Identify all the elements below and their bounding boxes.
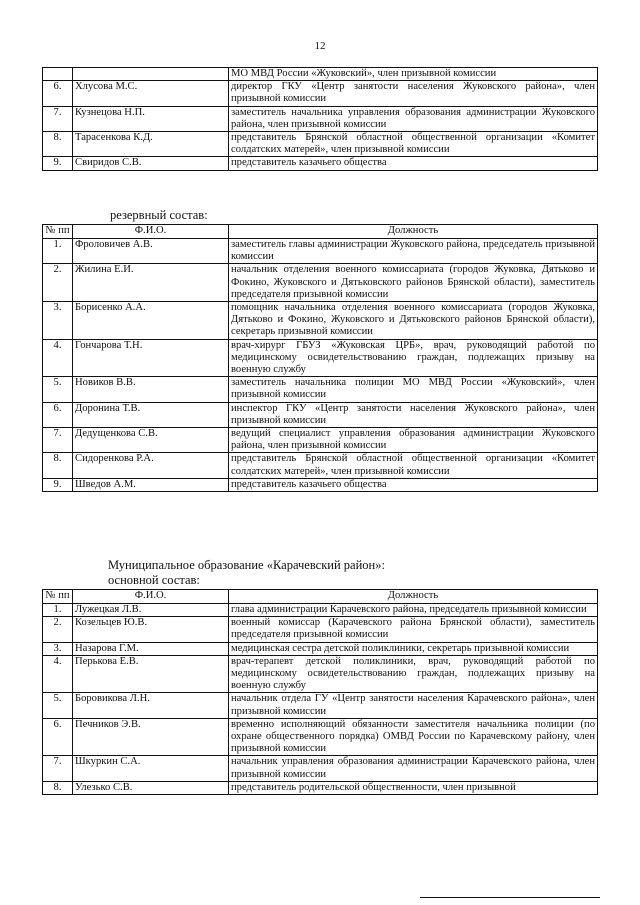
row-position: директор ГКУ «Центр занятости населения Жуковского района», член призывной комиссии	[229, 81, 598, 106]
main-composition-heading: основной состав:	[108, 573, 200, 587]
row-number: 6.	[43, 81, 73, 106]
table-header	[43, 225, 598, 239]
row-number: 2.	[43, 617, 73, 642]
row-position: врач-хирург ГБУЗ «Жуковская ЦРБ», врач, руководящий работой по медицинскому освидетельствованию граждан, подлежащих призыву на военную службу	[229, 339, 598, 377]
row-number: 6.	[43, 402, 73, 427]
table-row	[43, 781, 598, 794]
row-number: 4.	[43, 339, 73, 377]
row-name: Назарова Г.М.	[73, 642, 229, 655]
row-position: заместитель начальника управления образования администрации Жуковского района, член призывной комиссии	[229, 106, 598, 131]
row-name: Сидоренкова Р.А.	[73, 453, 229, 478]
row-position: заместитель главы администрации Жуковского района, председатель призывной комиссии	[229, 239, 598, 264]
commission-table-continued	[42, 67, 598, 171]
header-row	[43, 590, 598, 604]
row-position: представитель Брянской областной общественной организации «Комитет солдатских матерей», член призывной комиссии	[229, 453, 598, 478]
table-row	[43, 132, 598, 157]
row-number: 4.	[43, 655, 73, 693]
row-position: ведущий специалист управления образования администрации Жуковского района, член призывной комиссии	[229, 428, 598, 453]
row-name: Шведов А.М.	[73, 478, 229, 491]
table-row	[43, 264, 598, 302]
table-row	[43, 604, 598, 617]
row-name: Свиридов С.В.	[73, 157, 229, 170]
table-row	[43, 693, 598, 718]
row-position: помощник начальника отделения военного комиссариата (городов Жуковка, Дятьково и Фокино, Жуковского и Дятьковского районов Брянской области), секретарь призывной комиссии	[229, 302, 598, 340]
table-row	[43, 377, 598, 402]
row-name: Жилина Е.И.	[73, 264, 229, 302]
row-number: 6.	[43, 718, 73, 756]
table-row	[43, 478, 598, 491]
table-row	[43, 642, 598, 655]
row-name: Борисенко А.А.	[73, 302, 229, 340]
row-number: 5.	[43, 377, 73, 402]
row-name: Хлусова М.С.	[73, 81, 229, 106]
table-row	[43, 718, 598, 756]
row-number: 7.	[43, 756, 73, 781]
row-name: Лужецкая Л.В.	[73, 604, 229, 617]
row-position: начальник управления образования администрации Карачевского района, член призывной комиссии	[229, 756, 598, 781]
row-number: 8.	[43, 781, 73, 794]
table-row	[43, 428, 598, 453]
table-row	[43, 756, 598, 781]
header-position: Должность	[229, 225, 598, 239]
header-num: № пп	[43, 225, 73, 239]
table-row	[43, 239, 598, 264]
row-position: начальник отдела ГУ «Центр занятости населения Карачевского района», член призывной комиссии	[229, 693, 598, 718]
row-number: 9.	[43, 478, 73, 491]
reserve-table	[42, 224, 598, 492]
row-number: 3.	[43, 642, 73, 655]
row-position: глава администрации Карачевского района, председатель призывной комиссии	[229, 604, 598, 617]
row-name: Дедущенкова С.В.	[73, 428, 229, 453]
row-position: начальник отделения военного комиссариата (городов Жуковка, Дятьково и Фокино, Жуковского и Дятьковского районов Брянской области), заместитель председателя призывной комиссии	[229, 264, 598, 302]
reserve-heading: резервный состав:	[110, 208, 208, 222]
header-name: Ф.И.О.	[73, 225, 229, 239]
table-row	[43, 655, 598, 693]
row-position: представитель казачьего общества	[229, 157, 598, 170]
row-name: Гончарова Т.Н.	[73, 339, 229, 377]
table-row	[43, 81, 598, 106]
municipality-heading: Муниципальное образование «Карачевский район»:	[108, 558, 385, 572]
row-number: 1.	[43, 604, 73, 617]
row-position: инспектор ГКУ «Центр занятости населения Жуковского района», член призывной комиссии	[229, 402, 598, 427]
row-number: 5.	[43, 693, 73, 718]
header-num: № пп	[43, 590, 73, 604]
row-name: Печников Э.В.	[73, 718, 229, 756]
karachev-main-table	[42, 589, 598, 795]
page-number: 12	[314, 40, 326, 52]
header-row	[43, 225, 598, 239]
row-name: Шкуркин С.А.	[73, 756, 229, 781]
row-name: Боровикова Л.Н.	[73, 693, 229, 718]
row-position: представитель Брянской областной общественной организации «Комитет солдатских матерей», член призывной комиссии	[229, 132, 598, 157]
row-number: 7.	[43, 428, 73, 453]
row-position: представитель родительской общественности, член призывной	[229, 781, 598, 794]
row-number: 3.	[43, 302, 73, 340]
table-row	[43, 402, 598, 427]
row-name: Фроловичев А.В.	[73, 239, 229, 264]
table-row	[43, 302, 598, 340]
table-row	[43, 106, 598, 131]
table-row	[43, 617, 598, 642]
row-name: Новиков В.В.	[73, 377, 229, 402]
table-body	[43, 239, 598, 492]
row-number: 1.	[43, 239, 73, 264]
row-number: 7.	[43, 106, 73, 131]
table-header	[43, 590, 598, 604]
row-name: Кузнецова Н.П.	[73, 106, 229, 131]
table-row	[43, 453, 598, 478]
row-position: временно исполняющий обязанности заместителя начальника полиции (по охране общественного порядка) ОМВД России по Карачевскому району, член призывной комиссии	[229, 718, 598, 756]
row-name: Доронина Т.В.	[73, 402, 229, 427]
row-number	[43, 68, 73, 81]
row-name: Улезько С.В.	[73, 781, 229, 794]
row-name: Тарасенкова К.Д.	[73, 132, 229, 157]
table-body	[43, 68, 598, 171]
table-row	[43, 157, 598, 170]
row-name	[73, 68, 229, 81]
row-number: 2.	[43, 264, 73, 302]
header-position: Должность	[229, 590, 598, 604]
row-position: военный комиссар (Карачевского района Брянской области), заместитель председателя призывной комиссии	[229, 617, 598, 642]
row-position: врач-терапевт детской поликлиники, врач, руководящий работой по медицинскому освидетельствованию граждан, подлежащих призыву на военную службу	[229, 655, 598, 693]
table-row	[43, 339, 598, 377]
header-name: Ф.И.О.	[73, 590, 229, 604]
row-number: 8.	[43, 453, 73, 478]
row-name: Перькова Е.В.	[73, 655, 229, 693]
table-body	[43, 604, 598, 795]
row-position: медицинская сестра детской поликлиники, секретарь призывной комиссии	[229, 642, 598, 655]
row-number: 9.	[43, 157, 73, 170]
footer-rule	[420, 897, 600, 898]
row-position: заместитель начальника полиции МО МВД России «Жуковский», член призывной комиссии	[229, 377, 598, 402]
table-row	[43, 68, 598, 81]
row-name: Козельцев Ю.В.	[73, 617, 229, 642]
row-position: МО МВД России «Жуковский», член призывной комиссии	[229, 68, 598, 81]
row-position: представитель казачьего общества	[229, 478, 598, 491]
row-number: 8.	[43, 132, 73, 157]
